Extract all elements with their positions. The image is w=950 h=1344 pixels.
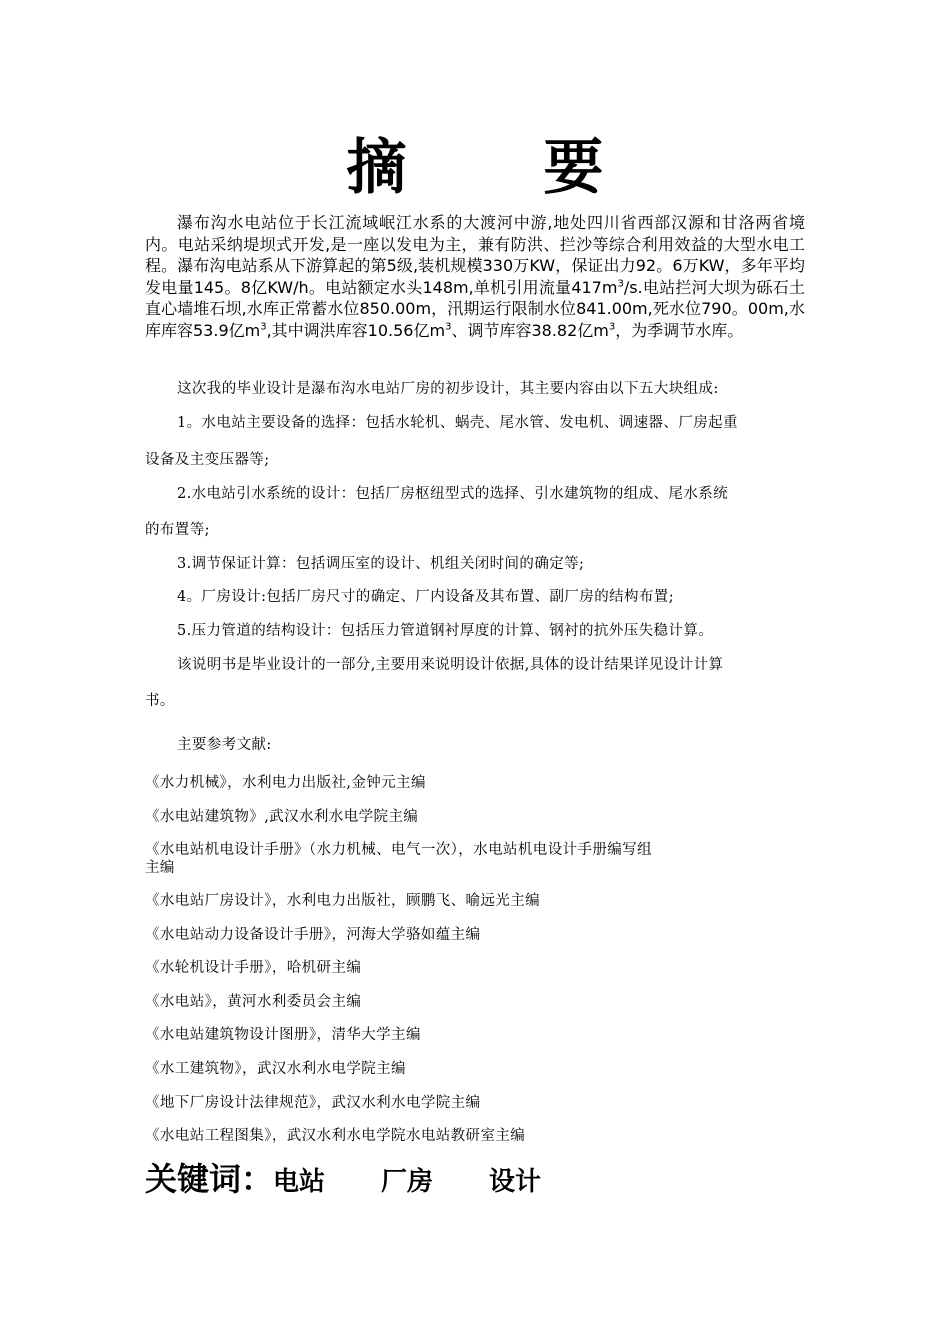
design-item-1-line-2: 设备及主变压器等; — [145, 452, 270, 468]
reference-item: 《水轮机设计手册》，哈机研主编 — [145, 960, 362, 976]
keyword-item: 电站 — [273, 1167, 326, 1197]
reference-item: 《水电站建筑物》,武汉水利水电学院主编 — [145, 809, 419, 825]
keyword-item: 厂房 — [381, 1167, 434, 1197]
superscript-3: 3 — [260, 321, 267, 333]
reference-item: 《水电站》，黄河水利委员会主编 — [145, 994, 362, 1010]
reference-item: 《水电站动力设备设计手册》，河海大学骆如蕴主编 — [145, 927, 481, 943]
superscript-3: 3 — [608, 321, 616, 333]
abstract-text-1: 瀑布沟水电站位于长江流域岷江水系的大渡河中游,地处四川省西部汉源和甘洛两省境内。电站采纳堤坝式开发,是一座以发电为主，兼有防洪、拦沙等综合利用效益的大型水电工程。瀑布沟电站系从下游算起的第5级,装机规模330万KW，保证出力92。6万KW，多年平均发电量145。8亿KW/h。电站额定水头148m,单机引用流量417m — [145, 213, 805, 297]
design-item-2-line-1: 2.水电站引水系统的设计：包括厂房枢纽型式的选择、引水建筑物的组成、尾水系统 — [177, 486, 729, 502]
references-heading: 主要参考文献: — [177, 737, 272, 753]
design-intro-line: 这次我的毕业设计是瀑布沟水电站厂房的初步设计，其主要内容由以下五大块组成: — [177, 381, 719, 397]
superscript-3: 3 — [617, 278, 624, 290]
design-item-4: 4。厂房设计:包括厂房尺寸的确定、厂内设备及其布置、副厂房的结构布置; — [177, 589, 674, 605]
page-title: 摘 要 — [346, 133, 662, 203]
design-item-3: 3.调节保证计算：包括调压室的设计、机组关闭时间的确定等; — [177, 556, 585, 572]
design-note-line-1: 该说明书是毕业设计的一部分,主要用来说明设计依据,具体的设计结果详见设计计算 — [177, 657, 724, 673]
reference-item: 《水电站机电设计手册》（水力机械、电气一次），水电站机电设计手册编写组 — [145, 842, 652, 858]
reference-item: 《地下厂房设计法律规范》，武汉水利水电学院主编 — [145, 1095, 481, 1111]
design-item-5: 5.压力管道的结构设计：包括压力管道钢衬厚度的计算、钢衬的抗外压失稳计算。 — [177, 623, 714, 639]
reference-item: 《水电站建筑物设计图册》，清华大学主编 — [145, 1027, 421, 1043]
keywords-label: 关键词： — [145, 1160, 274, 1198]
reference-item-continuation: 主编 — [145, 860, 175, 876]
keyword-item: 设计 — [489, 1167, 542, 1197]
abstract-text-2: /s.电站拦河大坝为砾石土直心墙堆石坝,水库正常蓄水位850.00m，汛期运行限制水位841.00m,死水位790。00m,水库库容53.9亿m — [145, 277, 805, 340]
superscript-3: 3 — [445, 321, 452, 333]
design-note-line-2: 书。 — [145, 693, 175, 709]
keywords-line — [145, 1154, 597, 1200]
design-item-1-line-1: 1。水电站主要设备的选择：包括水轮机、蜗壳、尾水管、发电机、调速器、厂房起重 — [177, 415, 738, 431]
reference-item: 《水电站工程图集》，武汉水利水电学院水电站教研室主编 — [145, 1128, 526, 1144]
reference-item: 《水力机械》，水利电力出版社,金钟元主编 — [145, 775, 426, 791]
reference-item: 《水电站厂房设计》，水利电力出版社，顾鹏飞、喻远光主编 — [145, 893, 541, 909]
reference-item: 《水工建筑物》，武汉水利水电学院主编 — [145, 1061, 406, 1077]
abstract-text-3: ,其中调洪库容10.56亿m — [266, 320, 446, 340]
abstract-paragraph — [145, 212, 805, 341]
abstract-text-4: 、调节库容38.82亿m — [451, 320, 609, 340]
abstract-text-5: ，为季调节水库。 — [615, 320, 744, 340]
design-item-2-line-2: 的布置等; — [145, 522, 210, 538]
